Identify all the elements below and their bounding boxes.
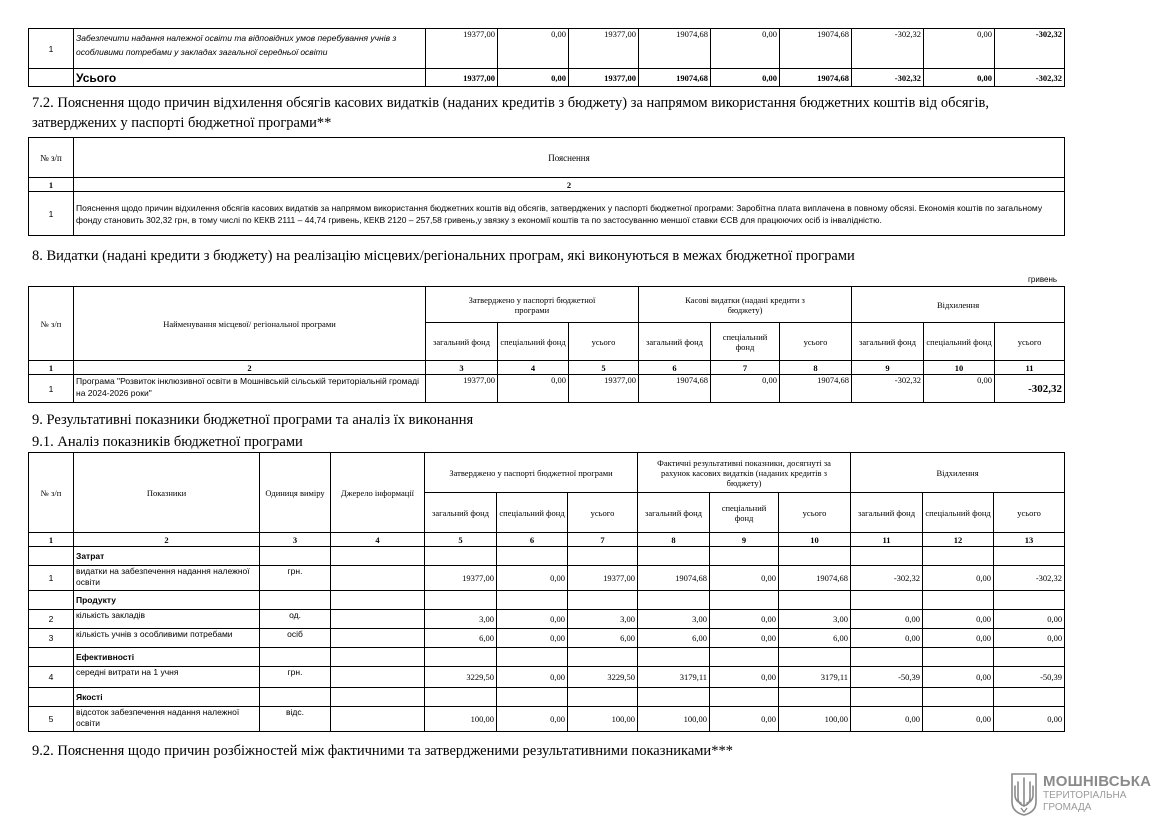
- value-cell: 0,00: [711, 69, 780, 87]
- column-index: 1: [29, 533, 74, 547]
- column-header: спеціальний фонд: [497, 493, 568, 533]
- column-index: 6: [639, 361, 711, 375]
- value-cell: 0,00: [711, 29, 780, 69]
- column-header: загальний фонд: [851, 493, 923, 533]
- column-group-header: Затверджено у паспорті бюджетної програми: [425, 453, 638, 493]
- logo-subtitle-line1: ТЕРИТОРІАЛЬНА: [1043, 790, 1127, 801]
- value-cell: 0,00: [497, 629, 568, 648]
- column-index: 3: [426, 361, 498, 375]
- empty-cell: [638, 688, 710, 707]
- column-index: 9: [852, 361, 924, 375]
- column-index: 7: [568, 533, 638, 547]
- index-row: [29, 533, 1065, 547]
- value-cell: 19377,00: [426, 69, 498, 87]
- row-number: 1: [29, 375, 74, 403]
- section-row: [29, 688, 1065, 707]
- empty-cell: [923, 688, 994, 707]
- empty-cell: [710, 547, 779, 566]
- empty-cell: [425, 591, 497, 610]
- column-index: 7: [711, 361, 780, 375]
- table-row: [29, 29, 1065, 69]
- value-cell: 19377,00: [569, 29, 639, 69]
- value-cell: 0,00: [923, 566, 994, 591]
- column-header: спеціальний фонд: [711, 323, 780, 361]
- empty-cell: [497, 547, 568, 566]
- indicator-name: кількість закладів: [74, 610, 260, 629]
- explanation-text: Пояснення щодо причин відхилення обсягів касових видатків за напрямом використання бюджетних коштів від обсягів, затверджених у паспорті бюджетної програми: Заробітна плата виплачена в повному обсязі. Економія коштів по загальному фонду становить 302,32 грн, в тому числі по КЕКВ 2111 – 44,74 гривень, КЕКВ 2120 – 257,58 гривень,у звязку з економії коштів та по застосуванню меншої ставки ЄСВ для працюючих осіб із інвалідністю.: [74, 192, 1065, 236]
- empty-cell: [568, 648, 638, 667]
- column-group-header: Відхилення: [851, 453, 1065, 493]
- column-index: 12: [923, 533, 994, 547]
- column-header: загальний фонд: [426, 323, 498, 361]
- community-logo: [1010, 772, 1150, 818]
- column-header: спеціальний фонд: [923, 493, 994, 533]
- index-row: [29, 361, 1065, 375]
- value-cell: 3229,50: [425, 667, 497, 688]
- index-row: [29, 178, 1065, 192]
- empty-cell: [779, 547, 851, 566]
- empty-cell: [994, 688, 1065, 707]
- empty-cell: [994, 648, 1065, 667]
- value-cell: 19074,68: [780, 29, 852, 69]
- empty-cell: [568, 591, 638, 610]
- row-number: 1: [29, 566, 74, 591]
- empty-cell: [29, 69, 74, 87]
- column-group-header: Касові видатки (надані кредити з бюджету): [639, 287, 852, 323]
- trident-icon: [1010, 772, 1038, 816]
- section-title: Якості: [74, 688, 260, 707]
- column-index: 2: [74, 361, 426, 375]
- column-header: загальний фонд: [425, 493, 497, 533]
- value-cell: 0,00: [498, 375, 569, 403]
- value-cell: 3179,11: [638, 667, 710, 688]
- section-title: Затрат: [74, 547, 260, 566]
- row-number: 4: [29, 667, 74, 688]
- empty-cell: [260, 688, 331, 707]
- column-header: № з/п: [29, 138, 74, 178]
- column-index: 13: [994, 533, 1065, 547]
- column-group-header: Затверджено у паспорті бюджетної програми: [426, 287, 639, 323]
- total-row: [29, 69, 1065, 87]
- empty-cell: [425, 648, 497, 667]
- column-header: Показники: [74, 453, 260, 533]
- column-index: 4: [498, 361, 569, 375]
- value-cell: 19377,00: [425, 566, 497, 591]
- empty-cell: [638, 547, 710, 566]
- indicator-name: середні витрати на 1 учня: [74, 667, 260, 688]
- source-cell: [331, 667, 425, 688]
- column-index: 8: [780, 361, 852, 375]
- value-cell: 0,00: [924, 29, 995, 69]
- source-cell: [331, 629, 425, 648]
- empty-cell: [710, 688, 779, 707]
- column-header: Джерело інформації: [331, 453, 425, 533]
- empty-cell: [851, 591, 923, 610]
- empty-cell: [568, 547, 638, 566]
- value-cell: 0,00: [710, 629, 779, 648]
- indicator-name: кількість учнів з особливими потребами: [74, 629, 260, 648]
- empty-cell: [497, 648, 568, 667]
- row-number: 2: [29, 610, 74, 629]
- value-cell: 0,00: [497, 707, 568, 732]
- empty-cell: [779, 688, 851, 707]
- value-cell: 19377,00: [426, 375, 498, 403]
- column-index: 9: [710, 533, 779, 547]
- logo-subtitle-line2: ГРОМАДА: [1043, 802, 1092, 813]
- empty-cell: [29, 688, 74, 707]
- row-number: 3: [29, 629, 74, 648]
- value-cell: 0,00: [498, 29, 569, 69]
- unit-cell: відс.: [260, 707, 331, 732]
- source-cell: [331, 566, 425, 591]
- table-row: [29, 629, 1065, 648]
- column-index: 4: [331, 533, 425, 547]
- empty-cell: [260, 591, 331, 610]
- unit-cell: од.: [260, 610, 331, 629]
- column-header: Одиниця виміру: [260, 453, 331, 533]
- column-group-header: Фактичні результативні показники, досягнуті за рахунок касових видатків (наданих кредитів з бюджету): [638, 453, 851, 493]
- column-index: 10: [779, 533, 851, 547]
- empty-cell: [994, 591, 1065, 610]
- source-cell: [331, 610, 425, 629]
- value-cell: -302,32: [852, 375, 924, 403]
- value-cell: 0,00: [710, 566, 779, 591]
- table-row: [29, 566, 1065, 591]
- program-directions-table: [28, 28, 1065, 87]
- row-number: 1: [29, 192, 74, 236]
- section-9-1-heading: 9.1. Аналіз показників бюджетної програми: [32, 434, 303, 450]
- value-cell: 19377,00: [426, 29, 498, 69]
- column-index: 11: [995, 361, 1065, 375]
- value-cell: 0,00: [994, 707, 1065, 732]
- value-cell: 100,00: [779, 707, 851, 732]
- column-header: усього: [569, 323, 639, 361]
- value-cell: 3179,11: [779, 667, 851, 688]
- column-index: 5: [425, 533, 497, 547]
- column-header: усього: [779, 493, 851, 533]
- value-cell: 19074,68: [639, 29, 711, 69]
- column-header: Найменування місцевої/ регіональної програми: [74, 287, 426, 361]
- empty-cell: [425, 688, 497, 707]
- value-cell: 0,00: [711, 375, 780, 403]
- column-header: загальний фонд: [639, 323, 711, 361]
- value-cell: 3229,50: [568, 667, 638, 688]
- column-header: усього: [568, 493, 638, 533]
- column-header: спеціальний фонд: [498, 323, 569, 361]
- empty-cell: [29, 591, 74, 610]
- value-cell: 19074,68: [780, 69, 852, 87]
- column-header: Пояснення: [74, 138, 1065, 178]
- section-7-2-heading: 7.2. Пояснення щодо причин відхилення обсягів касових видатків (наданих кредитів з бюджету) за напрямом використання бюджетних коштів від обсягів, затверджених у паспорті бюджетної програми**: [32, 95, 989, 131]
- section-row: [29, 648, 1065, 667]
- value-cell: 100,00: [568, 707, 638, 732]
- table-row: [29, 610, 1065, 629]
- table-row: [29, 667, 1065, 688]
- value-cell: -302,32: [995, 375, 1065, 403]
- empty-cell: [497, 591, 568, 610]
- column-group-header: Відхилення: [852, 287, 1065, 323]
- value-cell: 19377,00: [568, 566, 638, 591]
- value-cell: 19377,00: [569, 375, 639, 403]
- value-cell: 0,00: [497, 566, 568, 591]
- empty-cell: [779, 648, 851, 667]
- row-number: 1: [29, 29, 74, 69]
- indicator-name: видатки на забезпечення надання належної освіти: [74, 566, 260, 591]
- empty-cell: [710, 648, 779, 667]
- row-number: 5: [29, 707, 74, 732]
- empty-cell: [638, 591, 710, 610]
- empty-cell: [851, 547, 923, 566]
- value-cell: 19074,68: [639, 69, 711, 87]
- header-row: [29, 453, 1065, 493]
- column-index: 11: [851, 533, 923, 547]
- section-9-heading: 9. Результативні показники бюджетної програми та аналіз їх виконання: [32, 412, 474, 428]
- header-row: [29, 138, 1065, 178]
- empty-cell: [425, 547, 497, 566]
- empty-cell: [331, 648, 425, 667]
- value-cell: 0,00: [923, 707, 994, 732]
- table-row: [29, 192, 1065, 236]
- program-name: Програма "Розвиток інклюзивної освіти в Мошнівській сільській територіальній громаді на 2024-2026 роки": [74, 375, 426, 403]
- value-cell: 0,00: [994, 610, 1065, 629]
- value-cell: 3,00: [638, 610, 710, 629]
- currency-unit: гривень: [1028, 275, 1058, 284]
- column-index: 10: [924, 361, 995, 375]
- column-header: загальний фонд: [638, 493, 710, 533]
- value-cell: 0,00: [497, 610, 568, 629]
- value-cell: 100,00: [425, 707, 497, 732]
- value-cell: 6,00: [425, 629, 497, 648]
- value-cell: 0,00: [851, 610, 923, 629]
- column-header: № з/п: [29, 453, 74, 533]
- empty-cell: [851, 648, 923, 667]
- column-index: 5: [569, 361, 639, 375]
- value-cell: 19074,68: [638, 566, 710, 591]
- column-index: 1: [29, 178, 74, 192]
- column-index: 6: [497, 533, 568, 547]
- value-cell: -302,32: [852, 29, 924, 69]
- column-header: спеціальний фонд: [924, 323, 995, 361]
- value-cell: 19074,68: [779, 566, 851, 591]
- column-index: 3: [260, 533, 331, 547]
- value-cell: 3,00: [425, 610, 497, 629]
- indicator-name: відсоток забезпечення надання належної освіти: [74, 707, 260, 732]
- empty-cell: [260, 547, 331, 566]
- empty-cell: [923, 591, 994, 610]
- column-index: 8: [638, 533, 710, 547]
- empty-cell: [29, 648, 74, 667]
- value-cell: 0,00: [924, 69, 995, 87]
- unit-cell: грн.: [260, 566, 331, 591]
- value-cell: -50,39: [851, 667, 923, 688]
- value-cell: 0,00: [710, 610, 779, 629]
- value-cell: 6,00: [568, 629, 638, 648]
- indicators-table: [28, 452, 1065, 732]
- value-cell: 0,00: [994, 629, 1065, 648]
- column-header: № з/п: [29, 287, 74, 361]
- value-cell: 6,00: [779, 629, 851, 648]
- empty-cell: [923, 547, 994, 566]
- section-row: [29, 591, 1065, 610]
- value-cell: -302,32: [995, 69, 1065, 87]
- value-cell: -302,32: [851, 566, 923, 591]
- value-cell: 0,00: [851, 707, 923, 732]
- value-cell: 19074,68: [780, 375, 852, 403]
- value-cell: 100,00: [638, 707, 710, 732]
- empty-cell: [923, 648, 994, 667]
- logo-title: МОШНІВСЬКА: [1043, 773, 1152, 790]
- value-cell: 0,00: [710, 707, 779, 732]
- unit-cell: осіб: [260, 629, 331, 648]
- section-title: Продукту: [74, 591, 260, 610]
- table-row: [29, 707, 1065, 732]
- value-cell: 0,00: [851, 629, 923, 648]
- section-row: [29, 547, 1065, 566]
- empty-cell: [497, 688, 568, 707]
- local-programs-table: [28, 286, 1065, 403]
- empty-cell: [260, 648, 331, 667]
- empty-cell: [29, 547, 74, 566]
- header-row: [29, 287, 1065, 323]
- empty-cell: [331, 688, 425, 707]
- empty-cell: [994, 547, 1065, 566]
- value-cell: 3,00: [568, 610, 638, 629]
- source-cell: [331, 707, 425, 732]
- value-cell: 19074,68: [639, 375, 711, 403]
- empty-cell: [851, 688, 923, 707]
- empty-cell: [331, 591, 425, 610]
- section-title: Ефективності: [74, 648, 260, 667]
- column-index: 1: [29, 361, 74, 375]
- value-cell: 6,00: [638, 629, 710, 648]
- value-cell: -302,32: [995, 29, 1065, 69]
- section-9-2-heading: 9.2. Пояснення щодо причин розбіжностей між фактичними та затвердженими результативними показниками***: [32, 743, 733, 759]
- column-header: усього: [994, 493, 1065, 533]
- column-header: усього: [780, 323, 852, 361]
- unit-cell: грн.: [260, 667, 331, 688]
- direction-name: Забезпечити надання належної освіти та відповідних умов перебування учнів з особливими потребами у закладах загальної середньої освіти: [74, 29, 426, 69]
- value-cell: 0,00: [497, 667, 568, 688]
- empty-cell: [710, 591, 779, 610]
- value-cell: 3,00: [779, 610, 851, 629]
- empty-cell: [331, 547, 425, 566]
- section-8-heading: 8. Видатки (надані кредити з бюджету) на реалізацію місцевих/регіональних програм, які виконуються в межах бюджетної програми: [32, 248, 855, 264]
- explanation-table: [28, 137, 1065, 236]
- value-cell: 0,00: [924, 375, 995, 403]
- value-cell: 0,00: [923, 610, 994, 629]
- empty-cell: [779, 591, 851, 610]
- value-cell: 0,00: [498, 69, 569, 87]
- column-index: 2: [74, 533, 260, 547]
- value-cell: -302,32: [994, 566, 1065, 591]
- column-index: 2: [74, 178, 1065, 192]
- total-label: Усього: [74, 69, 426, 87]
- empty-cell: [638, 648, 710, 667]
- value-cell: 0,00: [923, 667, 994, 688]
- value-cell: 0,00: [710, 667, 779, 688]
- value-cell: -50,39: [994, 667, 1065, 688]
- column-header: спеціальний фонд: [710, 493, 779, 533]
- value-cell: 19377,00: [569, 69, 639, 87]
- column-header: загальний фонд: [852, 323, 924, 361]
- empty-cell: [568, 688, 638, 707]
- value-cell: 0,00: [923, 629, 994, 648]
- value-cell: -302,32: [852, 69, 924, 87]
- table-row: [29, 375, 1065, 403]
- column-header: усього: [995, 323, 1065, 361]
